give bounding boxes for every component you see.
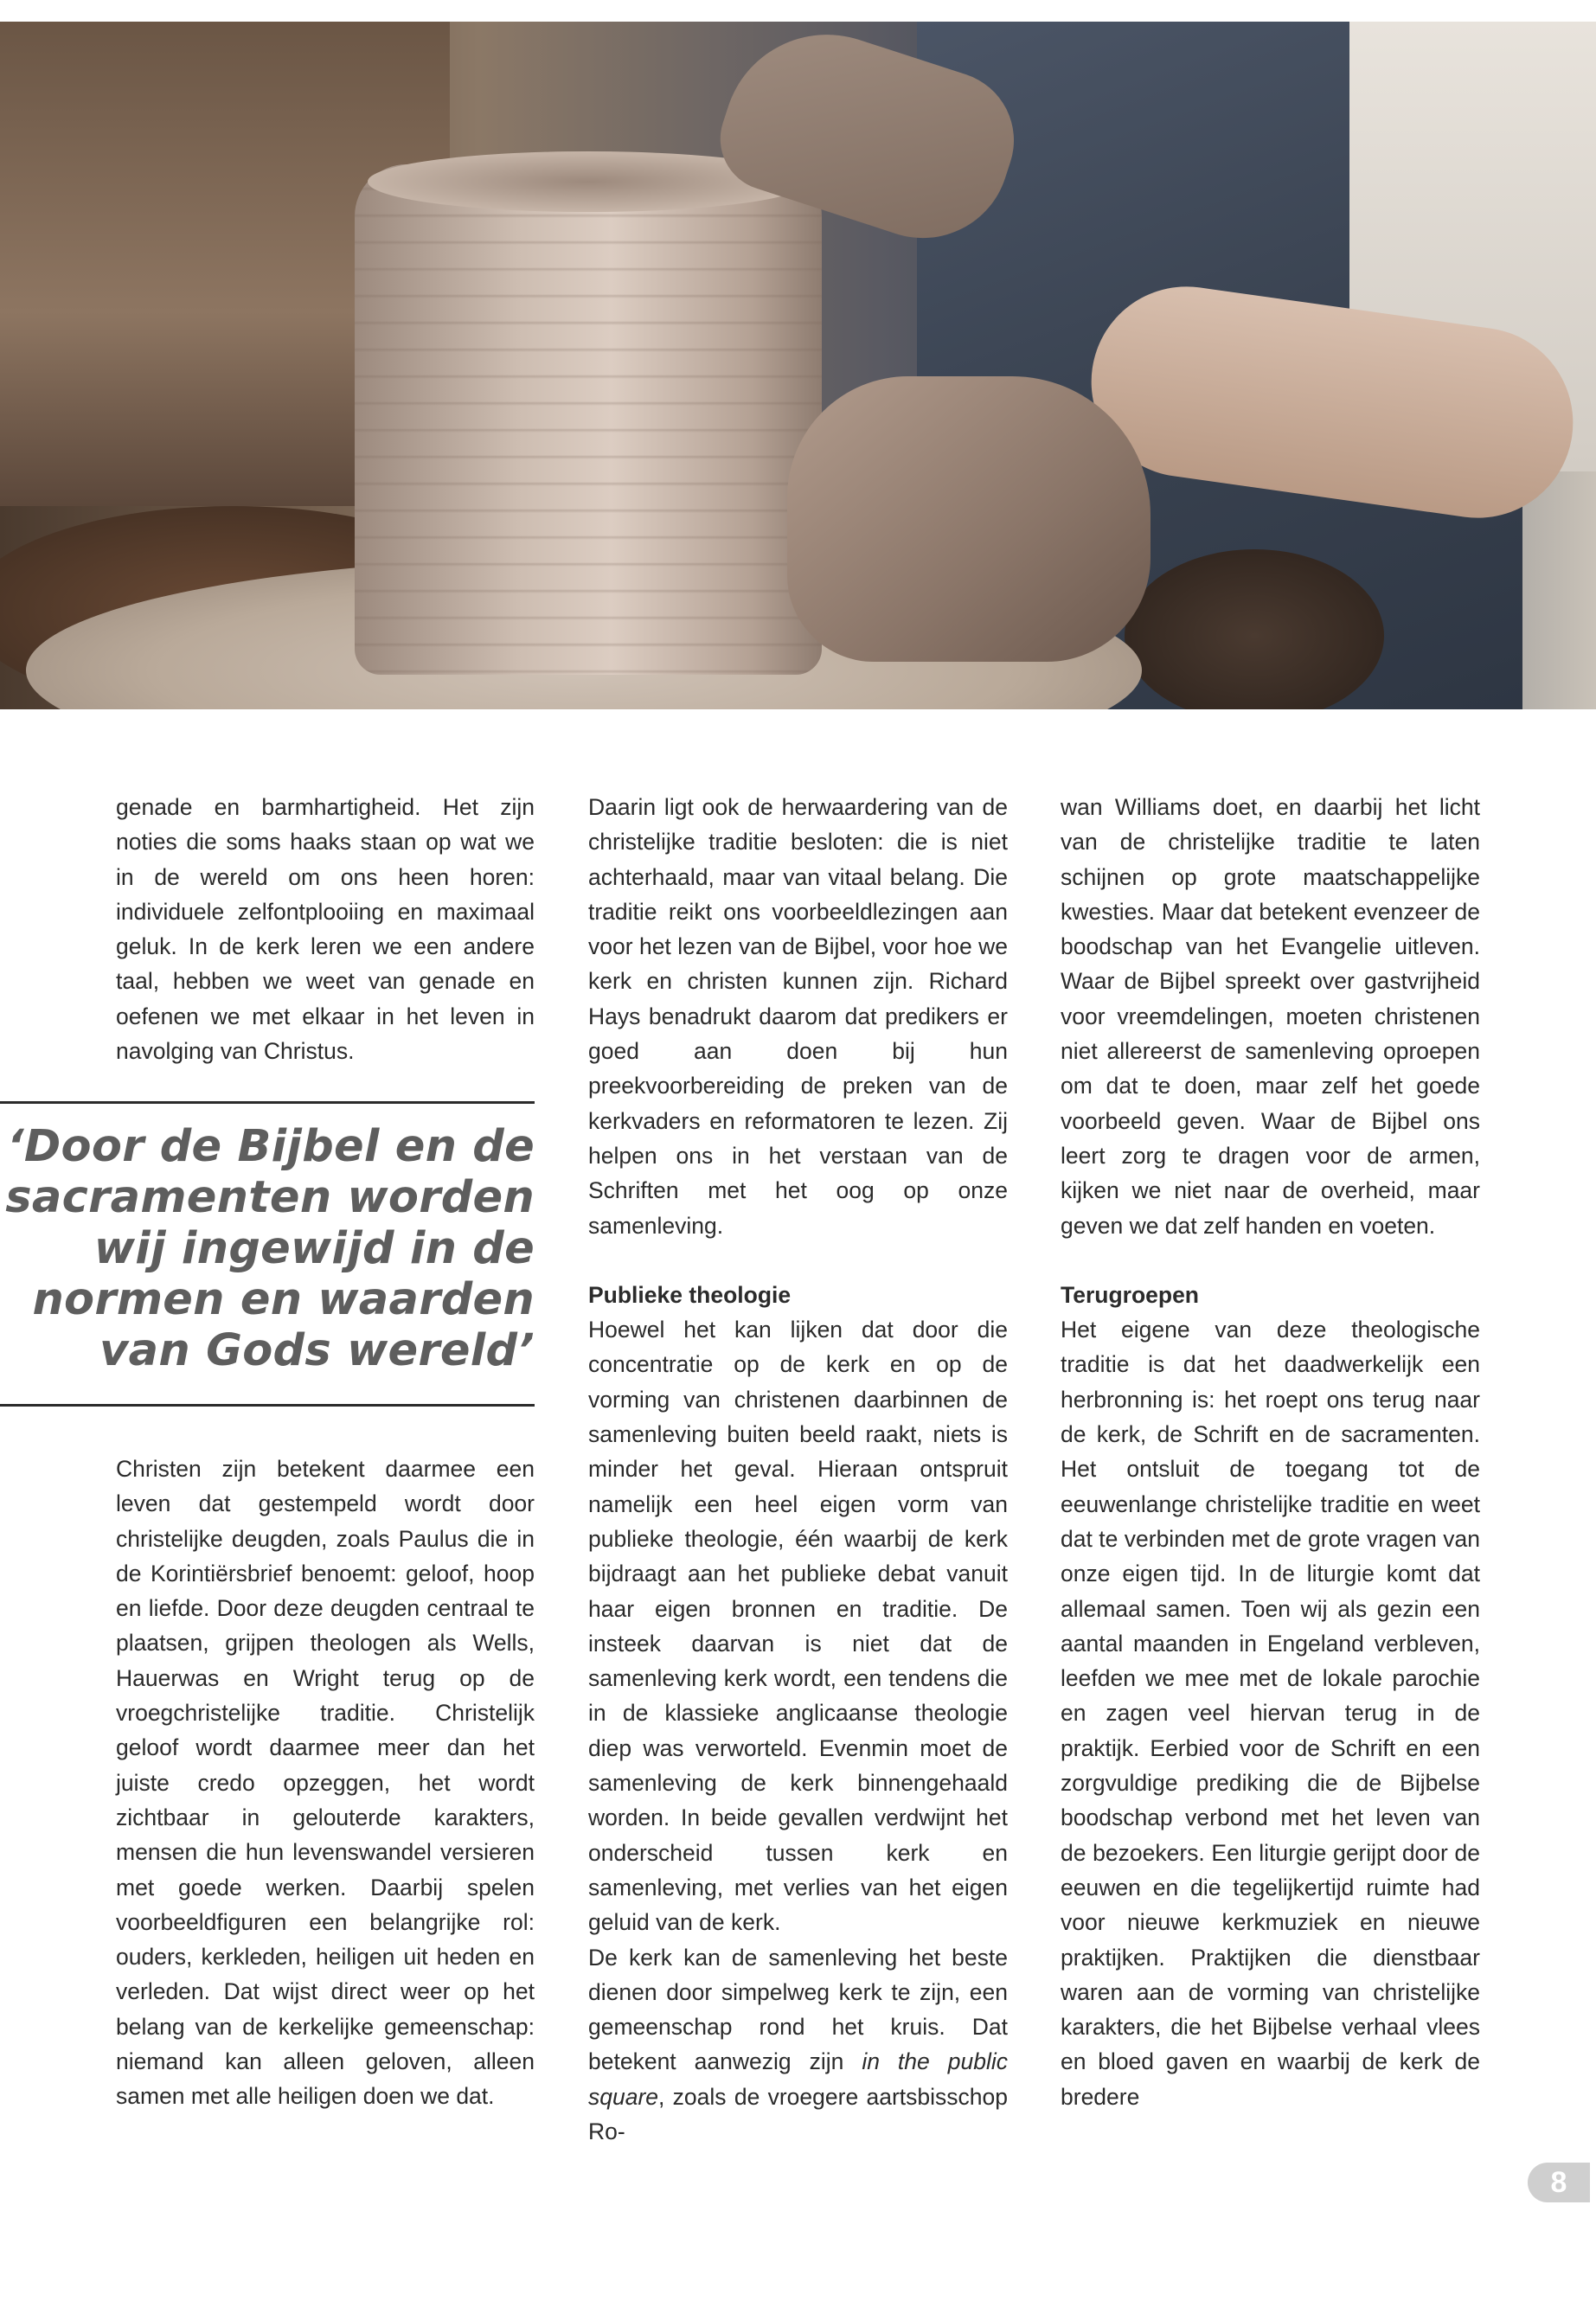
- pull-quote-line: van Gods wereld’: [99, 1325, 535, 1376]
- col3-paragraph-2: Het eigene van deze theologische traditie is dat het daadwerkelijk een herbronning is: het roept ons terug naar de kerk, de Schrift en de sacramenten. Het ontsluit de toegang tot de eeuwenlange christelijke traditie en weet dat te verbinden met de grote vragen van onze eigen tijd. In de liturgie komt dat allemaal samen. Toen wij als gezin een aantal maanden in Engeland verbleven, leefden we mee met de lokale parochie en zagen veel hiervan terug in de praktijk. Eerbied voor de Schrift en een zorgvuldige prediking die de Bijbelse boodschap verbond met het leven van de bezoekers. Een liturgie gerijpt door de eeuwen en die tegelijkertijd ruimte had voor nieuwe kerkmuziek en nieuwe praktijken. Praktijken die dienstbaar waren aan de vorming van christelijke karakters, die het Bijbelse verhaal vlees en bloed gaven en waarbij de kerk de bredere: [1061, 1317, 1480, 2110]
- section-heading-publieke-theologie: Publieke theologie: [588, 1281, 792, 1308]
- col2-paragraph-1: Daarin ligt ook de herwaardering van de christelijke traditie besloten: die is niet achterhaald, maar van vitaal belang. Die traditie reikt ons voorbeeldlezingen aan voor het lezen van de Bijbel, voor hoe we kerk en christen kunnen zijn. Richard Hays benadrukt daarom dat predikers er goed aan doen bij hun preekvoorbereiding de preken van de kerkvaders en reformatoren te lezen. Zij helpen ons in het verstaan van de Schriften met het oog op onze samenleving.: [588, 794, 1008, 1239]
- column-3: [1061, 790, 1480, 2114]
- photo-clay-pot: [355, 164, 822, 675]
- quote-rule-top: [0, 1101, 535, 1104]
- col3-paragraph-1: wan Williams doet, en daarbij het licht van de christelijke traditie te laten schijnen op grote maatschappelijke kwesties. Maar dat betekent evenzeer de boodschap van het Evangelie uitleven. Waar de Bijbel spreekt over gastvrijheid voor vreemdelingen, moeten christenen niet allereerst de samenleving oproepen om dat te doen, maar zelf het goede voorbeeld geven. Waar de Bijbel ons leert zorg te dragen voor de armen, kijken we niet naar de overheid, maar geven we dat zelf handen en voeten.: [1061, 794, 1480, 1239]
- pull-quote-line: normen en waarden: [32, 1274, 535, 1325]
- column-2: [588, 790, 1008, 2149]
- col1-paragraph-1: genade en barmhartigheid. Het zijn noties die soms haaks staan op wat we in de wereld om ons heen horen: individuele zelfontplooiing en maximaal geluk. In de kerk leren we een andere taal, hebben we weet van genade en oefenen we met elkaar in het leven in navolging van Christus.: [116, 794, 535, 1065]
- page-number: 8: [1528, 2163, 1590, 2202]
- hero-photo-pottery: [0, 22, 1596, 709]
- quote-rule-bottom: [0, 1404, 535, 1407]
- column-1-top: [116, 790, 535, 1068]
- col2-paragraph-2: Hoewel het kan lijken dat door die concentratie op de kerk en op de vorming van christenen daarbinnen de samenleving buiten beeld raakt, niets is minder het geval. Hieraan ontspruit namelijk een heel eigen vorm van publieke theologie, één waarbij de kerk bijdraagt aan het publieke debat vanuit haar eigen bronnen en traditie. De insteek daarvan is niet dat de samenleving kerk wordt, een tendens die in de klassieke anglicaanse theologie diep was verworteld. Evenmin moet de samenleving de kerk binnengehaald worden. In beide gevallen verdwijnt het onderscheid tussen kerk en samenleving, met verlies van het eigen geluid van de kerk.: [588, 1317, 1008, 1936]
- pull-quote-line: sacramenten worden: [5, 1172, 535, 1223]
- pull-quote-line: ‘Door de Bijbel en de: [7, 1121, 535, 1172]
- section-heading-terugroepen: Terugroepen: [1061, 1281, 1199, 1308]
- photo-clay-bowl: [1125, 549, 1384, 709]
- pull-quote: [0, 1121, 535, 1376]
- col1-paragraph-2: Christen zijn betekent daarmee een leven dat gestempeld wordt door christelijke deugden, zoals Paulus die in de Korintiërsbrief benoemt: geloof, hoop en liefde. Door deze deugden centraal te plaatsen, grijpen theologen als Wells, Hauerwas en Wright terug op de vroegchristelijke traditie. Christelijk geloof wordt daarmee meer dan het juiste credo opzeggen, het wordt zichtbaar in gelouterde karakters, mensen die hun levenswandel versieren met goede werken. Daarbij spelen voorbeeldfiguren een belangrijke rol: ouders, kerkleden, heiligen uit heden en verleden. Dat wijst direct weer op het belang van de kerkelijke gemeenschap: niemand kan alleen geloven, alleen samen met alle heiligen doen we dat.: [116, 1456, 535, 2110]
- col2-paragraph-3: De kerk kan de samenleving het beste dienen door simpelweg kerk te zijn, een gemeenschap rond het kruis. Dat betekent aanwezig zijn in the public square, zoals de vroegere aartsbisschop Ro-: [588, 1944, 1008, 2144]
- column-1-bottom: [116, 1452, 535, 2114]
- photo-hand-side: [787, 376, 1151, 662]
- pull-quote-line: wij ingewijd in de: [93, 1223, 535, 1274]
